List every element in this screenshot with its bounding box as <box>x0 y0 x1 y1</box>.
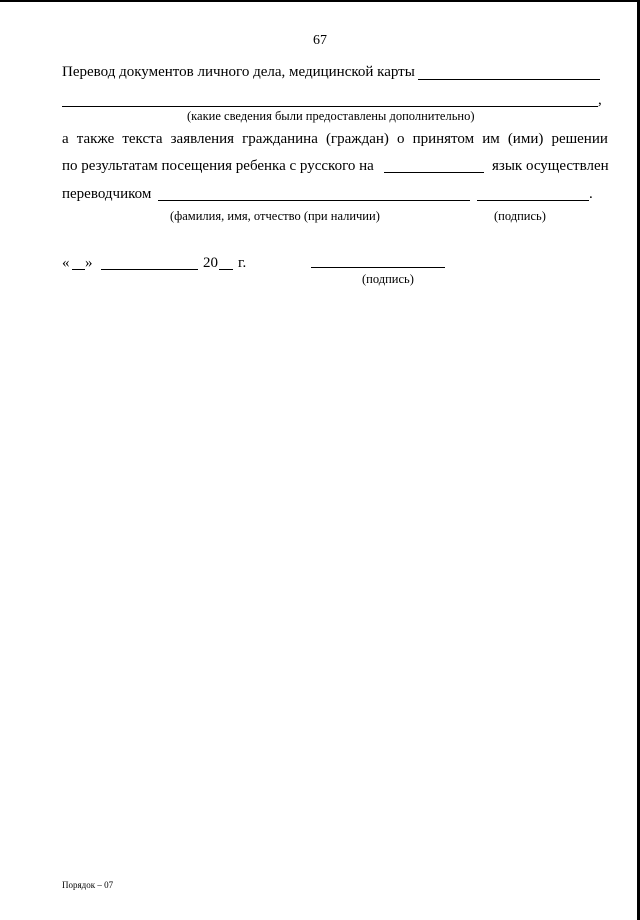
caption-fio: (фамилия, имя, отчество (при наличии) <box>170 209 380 223</box>
additional-info-blank[interactable] <box>62 106 598 107</box>
line3-text <box>62 131 608 148</box>
page-number: 67 <box>313 33 327 48</box>
date-quote-open: « <box>62 255 70 271</box>
line3-word: также <box>76 131 115 147</box>
medical-card-blank[interactable] <box>418 79 600 80</box>
line3-word: текста <box>122 131 163 147</box>
caption-signature-2: (подпись) <box>362 272 414 286</box>
scan-edge-top <box>0 0 640 2</box>
line5-period: . <box>589 186 593 202</box>
date-year-prefix: 20 <box>203 255 218 271</box>
line2-comma: , <box>598 92 602 108</box>
line1-text: Перевод документов личного дела, медицинской карты <box>62 64 415 80</box>
language-blank[interactable] <box>384 172 484 173</box>
date-month-blank[interactable] <box>101 269 198 270</box>
date-quote-close: » <box>85 255 93 271</box>
line4-after: язык осуществлен <box>492 158 609 174</box>
translator-label: переводчиком <box>62 186 152 202</box>
caption-signature: (подпись) <box>494 209 546 223</box>
footer-note: Порядок – 07 <box>62 880 114 890</box>
translator-signature-blank[interactable] <box>477 200 589 201</box>
line3-word: о <box>397 131 405 147</box>
date-year-blank[interactable] <box>219 269 233 270</box>
caption-info: (какие сведения были предоставлены дополнительно) <box>187 109 475 123</box>
line3-word: им <box>482 131 500 147</box>
line3-word: (граждан) <box>325 131 389 147</box>
line3-word: заявления <box>170 131 235 147</box>
signature-blank[interactable] <box>311 267 445 268</box>
line3-word: а <box>62 131 69 147</box>
line4-before: по результатам посещения ребенка с русского на <box>62 158 374 174</box>
date-day-blank[interactable] <box>72 269 85 270</box>
line3-word: принятом <box>412 131 475 147</box>
translator-name-blank[interactable] <box>158 200 470 201</box>
line3-word: решении <box>551 131 608 147</box>
line3-word: гражданина <box>242 131 318 147</box>
date-year-suffix: г. <box>238 255 247 271</box>
line3-word: (ими) <box>507 131 544 147</box>
